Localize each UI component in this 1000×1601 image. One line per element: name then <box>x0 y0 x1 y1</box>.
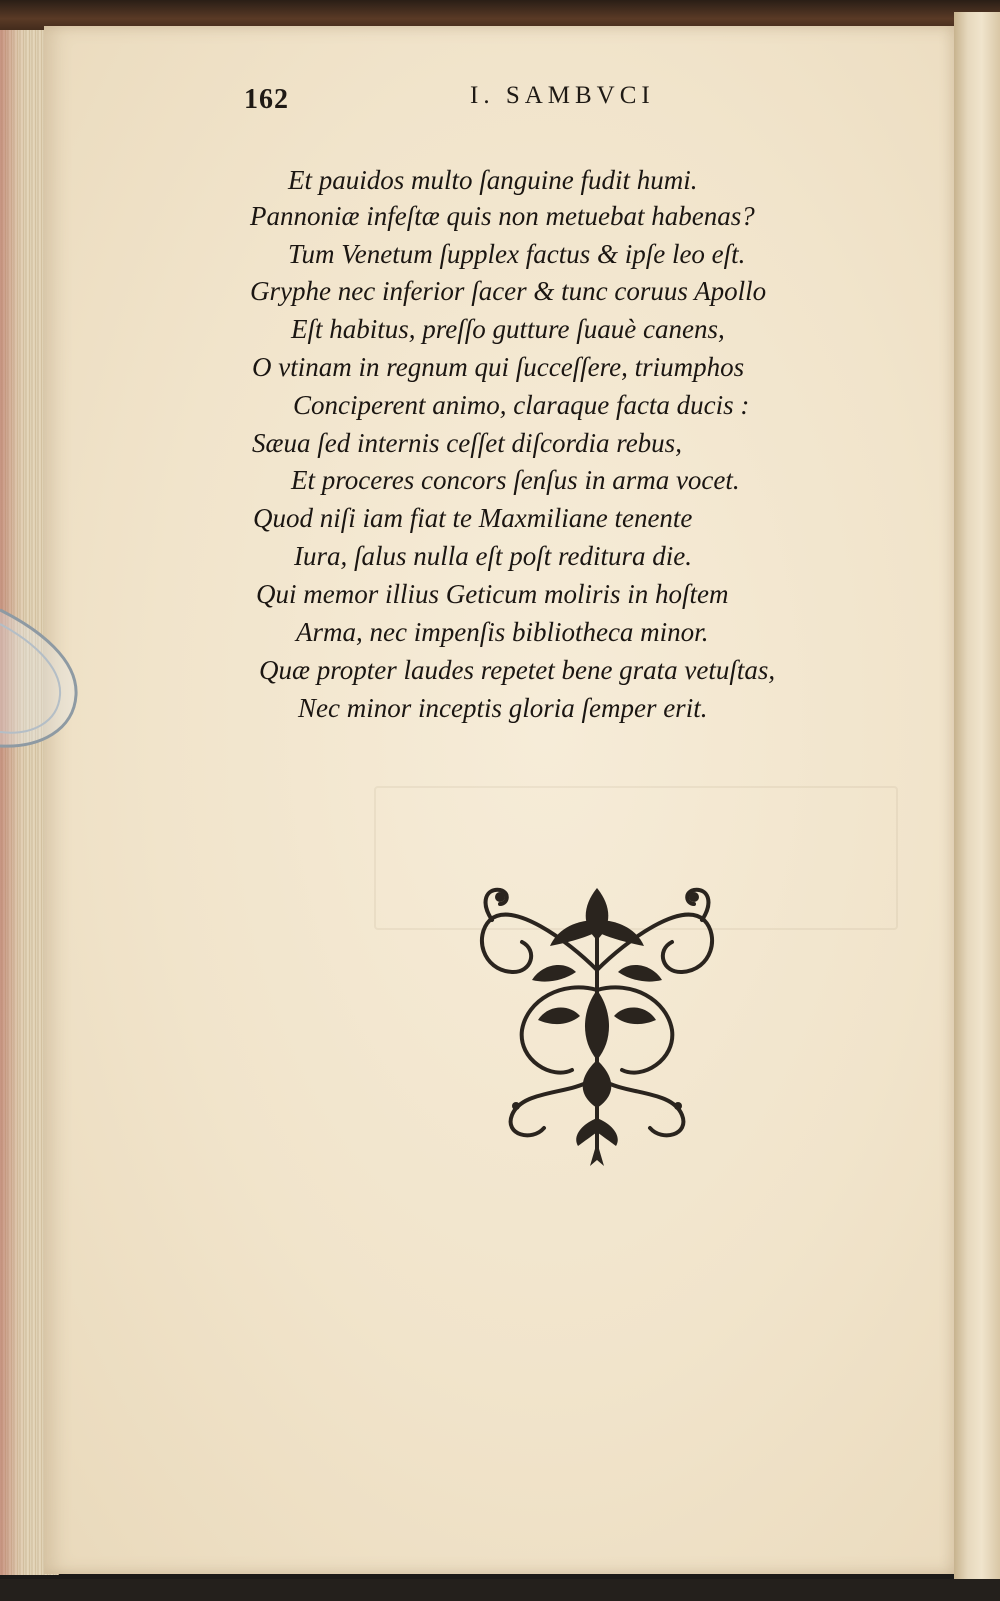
book-binding-bottom <box>0 1579 1000 1601</box>
verse-line: Gryphe nec inferior ſacer & tunc coruus Apollo <box>250 276 767 306</box>
page-number: 162 <box>244 84 289 115</box>
verse-line: Iura, ſalus nulla eſt poſt reditura die. <box>294 541 692 571</box>
verse-line: Qui memor illius Geticum moliris in hoſtem <box>256 579 729 609</box>
verse-line: Pannoniæ infeſtæ quis non metuebat habenas? <box>250 201 755 231</box>
running-title: I. SAMBVCI <box>470 82 655 109</box>
page-clip-icon <box>0 600 80 770</box>
verse-line: Et proceres concors ſenſus in arma vocet. <box>291 465 740 495</box>
verse-line: O vtinam in regnum qui ſucceſſere, triumphos <box>252 352 745 382</box>
verse-line: Tum Venetum ſupplex factus & ipſe leo eſt. <box>288 239 746 269</box>
poem-text <box>0 0 1000 760</box>
verse-line: Sæua ſed internis ceſſet diſcordia rebus, <box>252 428 682 458</box>
verse-line: Eſt habitus, preſſo gutture ſuauè canens, <box>291 314 725 344</box>
fleuron-ornament-icon <box>472 880 722 1170</box>
verse-line: Quod niſi iam fiat te Maxmiliane tenente <box>253 503 693 533</box>
verse-line: Et pauidos multo ſanguine fudit humi. <box>288 165 698 195</box>
verse-line: Conciperent animo, claraque facta ducis : <box>293 390 750 420</box>
verse-line: Quæ propter laudes repetet bene grata vetuſtas, <box>259 655 776 685</box>
verse-line: Nec minor inceptis gloria ſemper erit. <box>298 693 708 723</box>
verse-line: Arma, nec impenſis bibliotheca minor. <box>296 617 709 647</box>
